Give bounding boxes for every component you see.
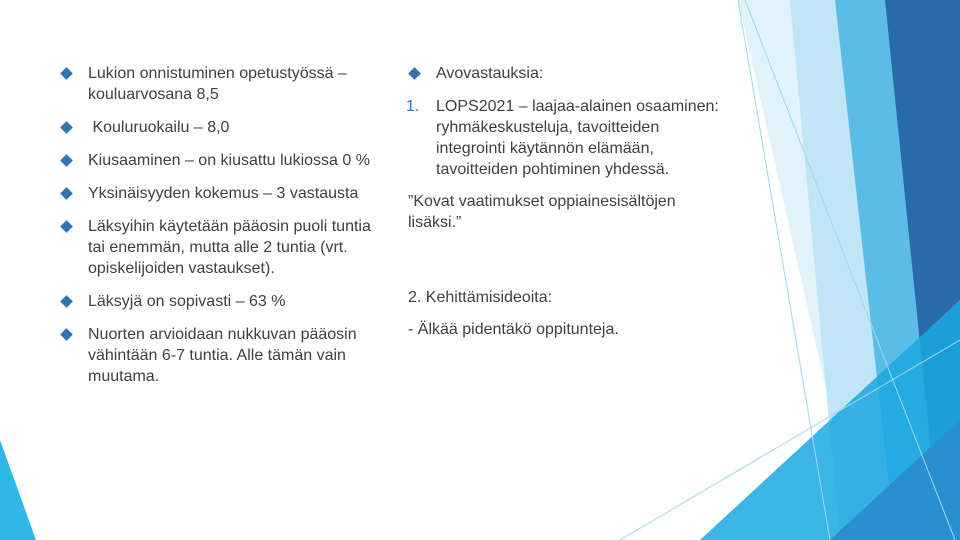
list-item-text: Läksyihin käytetään pääosin puoli tuntia tai enemmän, mutta alle 2 tuntia (vrt. opiskelijoiden vastaukset). xyxy=(88,218,371,277)
list-item xyxy=(60,63,380,105)
left-column xyxy=(60,63,380,397)
list-item xyxy=(60,324,380,387)
list-item xyxy=(408,63,728,84)
list-item-text: Lukion onnistuminen opetustyössä – kouluarvosana 8,5 xyxy=(88,65,347,103)
list-item-text: Läksyjä on sopivasti – 63 % xyxy=(88,293,286,310)
diamond-bullet-icon xyxy=(60,220,73,233)
diamond-bullet-icon xyxy=(60,328,73,341)
list-item-text: Avovastauksia: xyxy=(436,65,544,82)
list-item xyxy=(60,216,380,279)
list-item-text: LOPS2021 – laajaa-alainen osaaminen: ryhmäkeskusteluja, tavoitteiden integrointi käytännön elämään, tavoitteiden pohtiminen yhdessä. xyxy=(436,98,719,178)
diamond-bullet-icon xyxy=(60,67,73,80)
diamond-bullet-icon xyxy=(408,67,421,80)
list-item xyxy=(60,291,380,312)
right-column xyxy=(408,63,728,340)
list-item-text: Kiusaaminen – on kiusattu lukiossa 0 % xyxy=(88,152,370,169)
diamond-bullet-icon xyxy=(60,121,73,134)
list-item xyxy=(60,183,380,204)
section-heading: 2. Kehittämisideoita: xyxy=(408,289,553,306)
list-number: 1. xyxy=(406,98,420,115)
quote-text: ”Kovat vaatimukset oppiainesisältöjen lisäksi.” xyxy=(408,193,676,231)
numbered-item xyxy=(408,96,728,180)
diamond-bullet-icon xyxy=(60,295,73,308)
list-item-text: Kouluruokailu – 8,0 xyxy=(88,119,230,136)
diamond-bullet-icon xyxy=(60,187,73,200)
list-item xyxy=(60,150,380,171)
deco-corner-left xyxy=(0,440,36,540)
diamond-bullet-icon xyxy=(60,154,73,167)
list-item-text: Nuorten arvioidaan nukkuvan pääosin vähintään 6-7 tuntia. Alle tämän vain muutama. xyxy=(88,326,357,385)
list-item xyxy=(60,117,380,138)
list-item-text: Yksinäisyyden kokemus – 3 vastausta xyxy=(88,185,359,202)
idea-text: - Älkää pidentäkö oppitunteja. xyxy=(408,321,619,338)
